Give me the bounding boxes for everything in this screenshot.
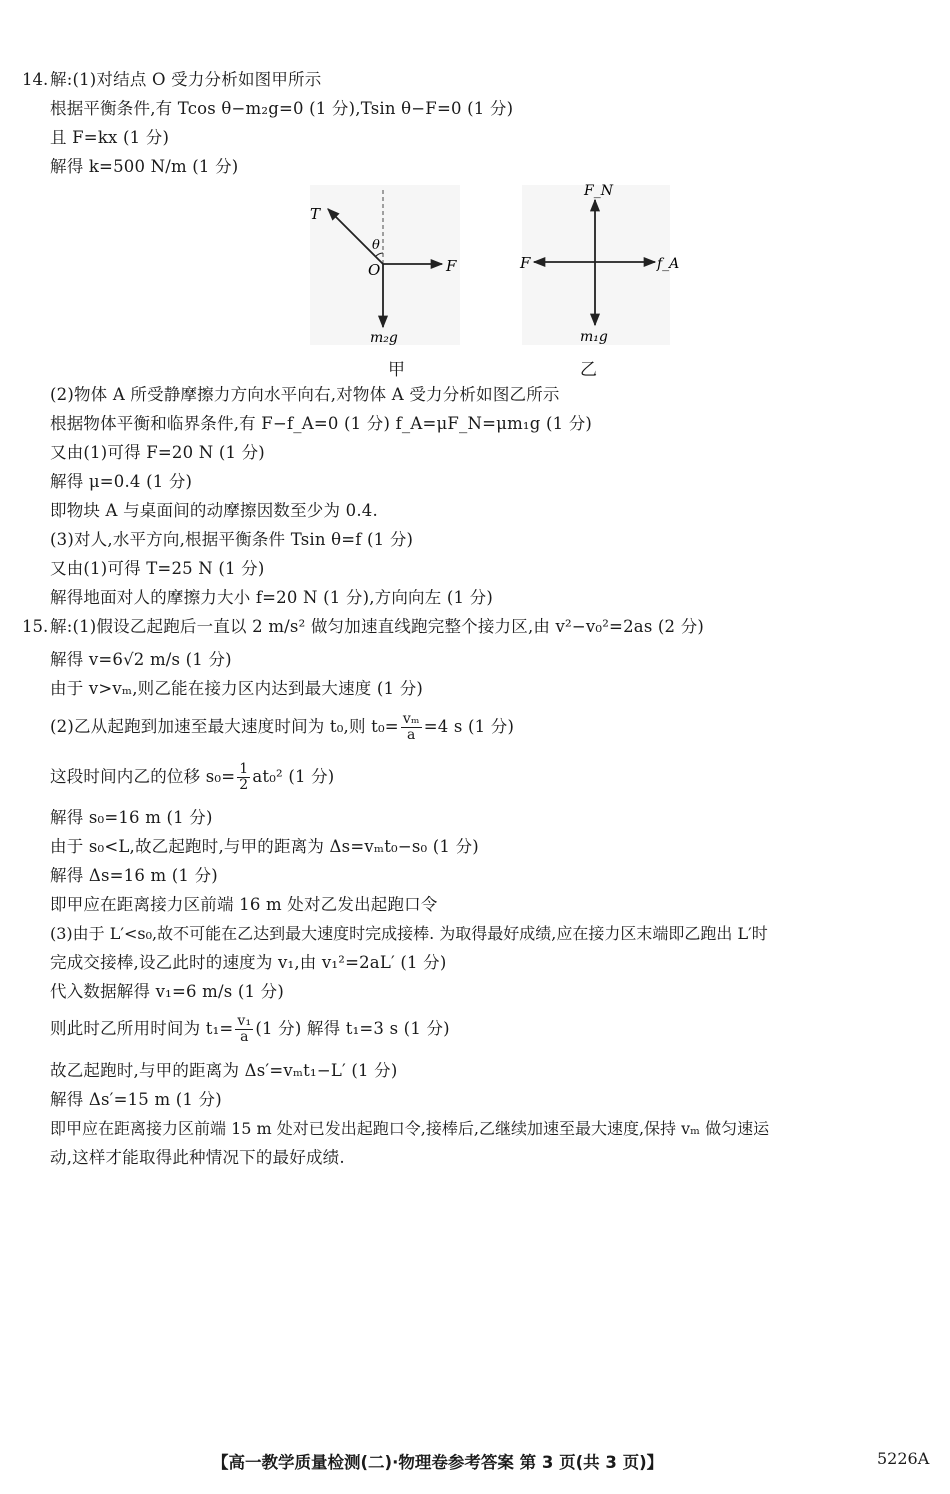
figure-yi-force-diagram [510, 180, 680, 350]
q15-line: 由于 v>vₘ,则乙能在接力区内达到最大速度 (1 分) [50, 679, 424, 698]
fraction-denominator: a [240, 1029, 249, 1045]
q15-line13-post: (1 分) 解得 t₁=3 s (1 分) [255, 1019, 450, 1038]
q14-line: 解得 k=500 N/m (1 分) [50, 157, 239, 176]
q15-line4-post: =4 s (1 分) [423, 717, 515, 736]
q15-line4-pre: (2)乙从起跑到加速至最大速度时间为 t₀,则 t₀= [50, 717, 399, 736]
q15-line: 完成交接棒,设乙此时的速度为 v₁,由 v₁²=2aL′ (1 分) [50, 953, 447, 972]
q14-line: (2)物体 A 所受静摩擦力方向水平向右,对物体 A 受力分析如图乙所示 [50, 385, 560, 404]
q15-line13-pre: 则此时乙所用时间为 t₁= [50, 1019, 234, 1038]
q15-line: 由于 s₀<L,故乙起跑时,与甲的距离为 Δs=vₘt₀−s₀ (1 分) [50, 837, 479, 856]
label-F: F [446, 257, 457, 275]
label-m1g: m₁g [580, 329, 608, 345]
q15-line-fraction-s0 [50, 760, 334, 794]
label-F-left: F [520, 254, 531, 272]
q15-line: 故乙起跑时,与甲的距离为 Δs′=vₘt₁−L′ (1 分) [50, 1061, 398, 1080]
figure-caption-jia: 甲 [388, 360, 405, 380]
question-number-15: 15. [22, 617, 49, 636]
fraction-denominator: a [407, 727, 416, 743]
q15-line: 解得 Δs=16 m (1 分) [50, 866, 218, 885]
q14-line: 解:(1)对结点 O 受力分析如图甲所示 [50, 70, 322, 89]
q15-line-fraction-t1 [50, 1012, 450, 1046]
question-number-14: 14. [22, 70, 49, 89]
label-m2g: m₂g [370, 330, 398, 346]
figure-jia-force-diagram [300, 185, 470, 350]
q15-line: (3)由于 L′<s₀,故不可能在乙达到最大速度时完成接棒. 为取得最好成绩,应在接力区末端即乙跑出 L′时 [50, 924, 768, 943]
q15-line5-pre: 这段时间内乙的位移 s₀= [50, 767, 236, 786]
page-footer: 【高一教学质量检测(二)·物理卷参考答案 第 3 页(共 3 页)】 [212, 1453, 664, 1472]
figure-caption-yi: 乙 [580, 360, 597, 380]
q15-line: 解得 Δs′=15 m (1 分) [50, 1090, 222, 1109]
label-fA: f_A [657, 256, 680, 272]
q14-line: 且 F=kx (1 分) [50, 128, 170, 147]
q15-line: 解:(1)假设乙起跑后一直以 2 m/s² 做匀加速直线跑完整个接力区,由 v²−v₀²=2as (2 分) [50, 617, 705, 636]
label-O: O [368, 261, 381, 279]
q15-line-fraction-t0 [50, 710, 514, 744]
fraction-denominator: 2 [239, 777, 249, 793]
q15-line: 代入数据解得 v₁=6 m/s (1 分) [50, 982, 284, 1001]
q15-line: 解得 s₀=16 m (1 分) [50, 808, 213, 827]
label-FN: F_N [584, 183, 613, 199]
fraction-vm-over-a [401, 712, 422, 743]
label-T: T [310, 205, 321, 223]
fraction-v1-over-a [235, 1014, 253, 1045]
label-theta: θ [372, 238, 380, 253]
q14-line: 又由(1)可得 T=25 N (1 分) [50, 559, 265, 578]
q14-line: 解得 μ=0.4 (1 分) [50, 472, 193, 491]
q14-line: 即物块 A 与桌面间的动摩擦因数至少为 0.4. [50, 501, 378, 520]
q15-line: 动,这样才能取得此种情况下的最好成绩. [50, 1148, 345, 1167]
q14-line: 又由(1)可得 F=20 N (1 分) [50, 443, 265, 462]
fraction-numerator: 1 [239, 761, 249, 777]
fraction-one-half [237, 762, 250, 793]
q14-line: (3)对人,水平方向,根据平衡条件 Tsin θ=f (1 分) [50, 530, 414, 549]
q15-line: 解得 v=6√2 m/s (1 分) [50, 650, 232, 669]
document-code: 5226A [877, 1449, 930, 1468]
fraction-numerator: vₘ [402, 711, 420, 727]
q14-line: 解得地面对人的摩擦力大小 f=20 N (1 分),方向向左 (1 分) [50, 588, 494, 607]
q15-line: 即甲应在距离接力区前端 15 m 处对已发出起跑口令,接棒后,乙继续加速至最大速度,保持 vₘ 做匀速运 [50, 1119, 770, 1138]
fraction-numerator: v₁ [237, 1013, 252, 1029]
q14-line: 根据物体平衡和临界条件,有 F−f_A=0 (1 分) f_A=μF_N=μm₁g (1 分) [50, 414, 593, 433]
q15-line: 即甲应在距离接力区前端 16 m 处对乙发出起跑口令 [50, 895, 438, 914]
q15-line5-post: at₀² (1 分) [252, 767, 335, 786]
q14-line: 根据平衡条件,有 Tcos θ−m₂g=0 (1 分),Tsin θ−F=0 (1 分) [50, 99, 514, 118]
